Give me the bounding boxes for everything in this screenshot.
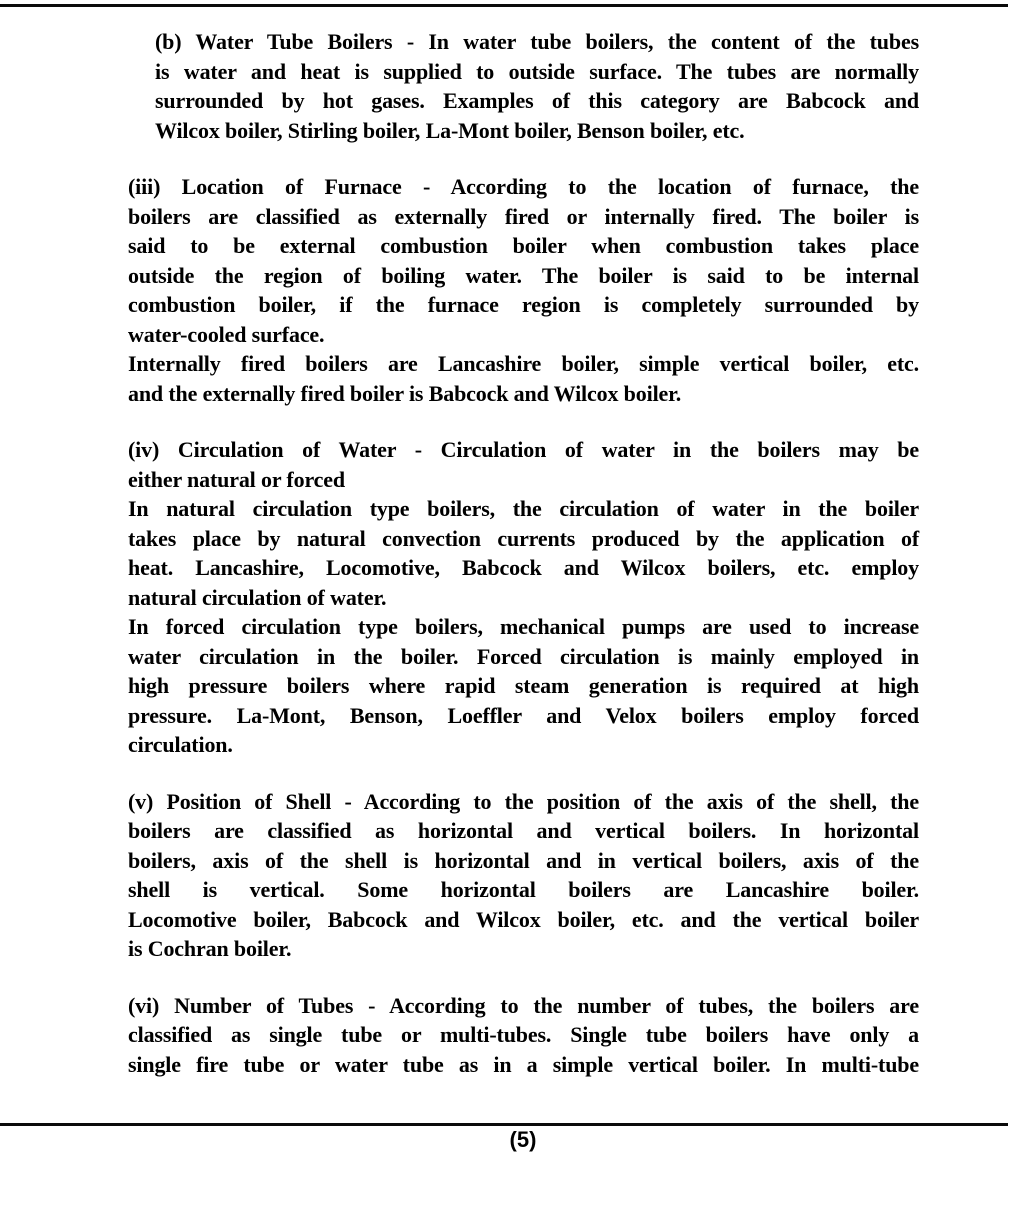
text-line: (iv) Circulation of Water - Circulation of water in the boilers may be — [128, 437, 919, 462]
text-line: shell is vertical. Some horizontal boilers are Lancashire boiler. — [128, 877, 919, 902]
text-line: high pressure boilers where rapid steam generation is required at high — [128, 673, 919, 698]
text-line: boilers, axis of the shell is horizontal and in vertical boilers, axis of the — [128, 847, 919, 873]
paragraph — [128, 435, 919, 494]
footer-rule — [0, 1123, 1008, 1126]
section-b — [155, 27, 919, 145]
text-line: In natural circulation type boilers, the circulation of water in the boiler — [128, 496, 919, 521]
text-line: water-cooled surface. — [128, 321, 325, 347]
text-line: boilers are classified as externally fired or internally fired. The boiler is — [128, 203, 919, 229]
section-iii — [128, 172, 919, 408]
paragraph — [128, 787, 919, 964]
text-line: single fire tube or water tube as in a simple vertical boiler. In multi-tube — [128, 1051, 919, 1077]
text-line: (b) Water Tube Boilers - In water tube boilers, the content of the tubes — [155, 29, 919, 54]
text-line: surrounded by hot gases. Examples of this category are Babcock and — [155, 88, 919, 113]
text-line: (v) Position of Shell - According to the position of the axis of the shell, the — [128, 788, 919, 814]
text-line: (iii) Location of Furnace - According to the location of furnace, the — [128, 174, 919, 199]
page-number: (5) — [509, 1127, 537, 1152]
text-line: combustion boiler, if the furnace region is completely surrounded by — [128, 292, 919, 317]
section-vi — [128, 991, 919, 1080]
text-line: (vi) Number of Tubes - According to the number of tubes, the boilers are — [128, 992, 919, 1018]
paragraph — [128, 494, 919, 612]
text-line: Internally fired boilers are Lancashire boiler, simple vertical boiler, etc. — [128, 351, 919, 376]
top-rule — [0, 4, 1008, 7]
paragraph — [155, 27, 919, 145]
text-line: pressure. La-Mont, Benson, Loeffler and Velox boilers employ forced — [128, 702, 919, 728]
text-line: either natural or forced — [128, 466, 345, 492]
section-iv — [128, 435, 919, 760]
document-body — [128, 27, 919, 1079]
section-v — [128, 787, 919, 964]
text-line: heat. Lancashire, Locomotive, Babcock and Wilcox boilers, etc. employ — [128, 555, 919, 580]
text-line: circulation. — [128, 732, 233, 757]
paragraph — [128, 991, 919, 1080]
text-line: classified as single tube or multi-tubes. Single tube boilers have only a — [128, 1022, 919, 1047]
paragraph — [128, 172, 919, 349]
text-line: is water and heat is supplied to outside surface. The tubes are normally — [155, 58, 919, 84]
text-line: natural circulation of water. — [128, 584, 387, 610]
text-line: and the externally fired boiler is Babcock and Wilcox boiler. — [128, 380, 682, 406]
text-line: Wilcox boiler, Stirling boiler, La-Mont boiler, Benson boiler, etc. — [155, 117, 745, 143]
text-line: said to be external combustion boiler when combustion takes place — [128, 233, 919, 258]
text-line: water circulation in the boiler. Forced circulation is mainly employed in — [128, 643, 919, 669]
text-line: In forced circulation type boilers, mechanical pumps are used to increase — [128, 614, 919, 639]
text-line: is Cochran boiler. — [128, 936, 292, 961]
paragraph — [128, 349, 919, 408]
paragraph — [128, 612, 919, 760]
text-line: takes place by natural convection currents produced by the application of — [128, 525, 919, 551]
text-line: boilers are classified as horizontal and vertical boilers. In horizontal — [128, 818, 919, 843]
text-line: Locomotive boiler, Babcock and Wilcox boiler, etc. and the vertical boiler — [128, 906, 919, 932]
text-line: outside the region of boiling water. The boiler is said to be internal — [128, 262, 919, 288]
